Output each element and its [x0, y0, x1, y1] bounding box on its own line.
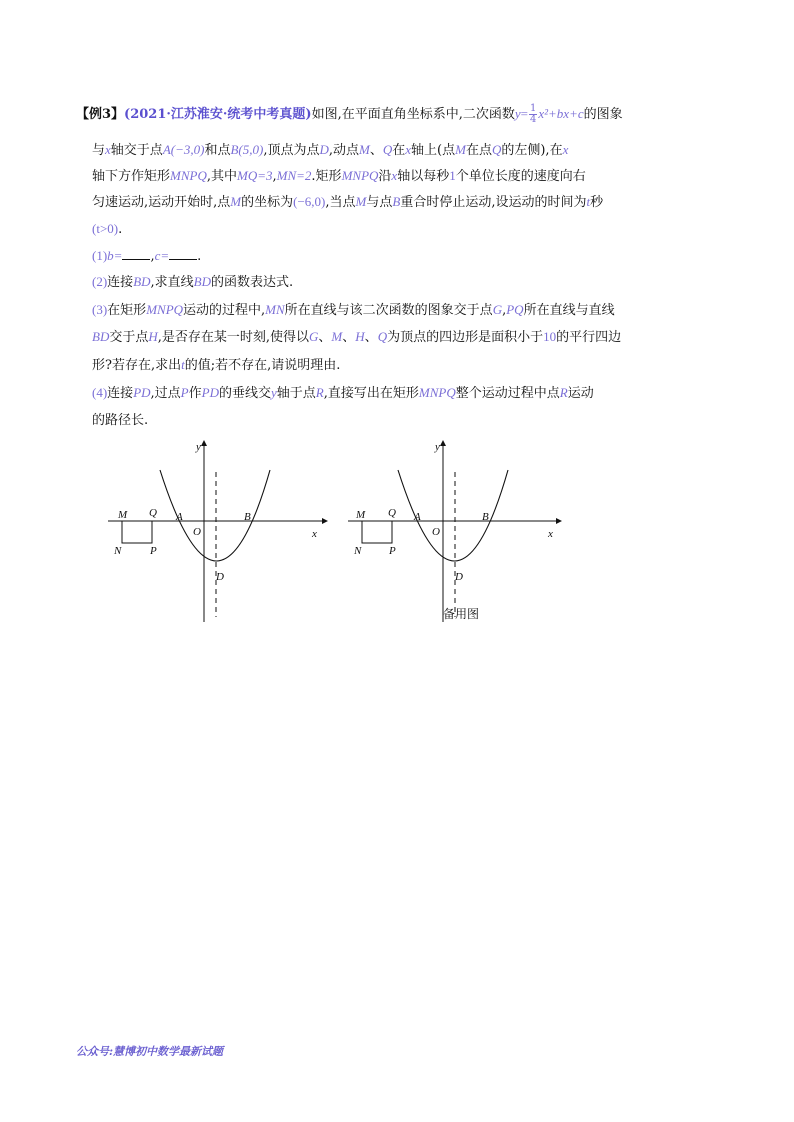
- label-P: P: [389, 545, 396, 557]
- math: PQ: [506, 302, 524, 317]
- text: 与: [92, 143, 106, 158]
- text: 的坐标为: [241, 195, 294, 210]
- text: 运动的过程中,: [183, 303, 266, 318]
- math: M: [331, 329, 343, 344]
- math: x²+bx+c: [538, 106, 584, 121]
- text: ,直接写出在矩形: [323, 386, 419, 401]
- math: 10: [543, 329, 557, 344]
- fraction: [529, 104, 537, 125]
- math: 1: [449, 168, 456, 183]
- math: Q: [491, 142, 502, 157]
- example-tag: 【例3】: [76, 107, 125, 122]
- math: R: [559, 385, 568, 400]
- math: MNPQ: [170, 168, 207, 183]
- x-axis-arrow: [322, 518, 328, 524]
- text: 的左侧),在: [501, 143, 563, 158]
- rectangle-mnpq: [362, 521, 392, 543]
- math: b=: [107, 248, 123, 263]
- math: M: [455, 142, 466, 157]
- y-axis-arrow: [201, 440, 207, 446]
- label-O: O: [432, 526, 440, 538]
- question-2: [92, 272, 293, 293]
- question-number: (3): [92, 302, 108, 317]
- question-3-line-3: [92, 355, 340, 376]
- text: 连接: [107, 275, 134, 290]
- text: 在: [392, 143, 406, 158]
- label-y: y: [435, 441, 440, 453]
- math: A(−3,0): [162, 142, 205, 157]
- label-N: N: [114, 545, 122, 557]
- math: t: [181, 357, 185, 372]
- label-D: D: [455, 571, 463, 583]
- text: 个单位长度的速度向右: [455, 169, 586, 184]
- problem-line-2: [92, 140, 568, 161]
- label-M: M: [118, 509, 128, 521]
- text: 在点: [465, 143, 492, 158]
- text: 轴于点: [276, 386, 316, 401]
- text: 重合时停止运动,设运动的时间为: [400, 195, 587, 210]
- math: BD: [92, 329, 110, 344]
- math: (−6,0): [293, 194, 326, 209]
- label-A: A: [414, 511, 421, 523]
- text: 和点: [204, 143, 231, 158]
- figure-backup: [340, 432, 580, 628]
- text: .: [197, 249, 202, 264]
- text: 轴交于点: [110, 143, 163, 158]
- text: 秒: [590, 195, 604, 210]
- text: 交于点: [109, 330, 149, 345]
- text: 轴上(点: [411, 143, 456, 158]
- text: 、: [369, 143, 383, 158]
- answer-blank-b[interactable]: [122, 247, 150, 260]
- label-x: x: [548, 528, 553, 540]
- math: M: [230, 194, 242, 209]
- answer-blank-c[interactable]: [169, 247, 197, 260]
- problem-line-4: [92, 192, 603, 213]
- math: x: [405, 142, 412, 157]
- math: BD: [133, 274, 151, 289]
- text: ,动点: [328, 143, 359, 158]
- text: 所在直线与该二次函数的图象交于点: [284, 303, 493, 318]
- backup-figure-caption: 备用图: [443, 607, 480, 621]
- problem-line-1: [76, 104, 623, 125]
- text: 轴下方作矩形: [92, 169, 171, 184]
- text: 匀速运动,运动开始时,点: [92, 195, 231, 210]
- text: 为顶点的四边形是面积小于: [387, 330, 544, 345]
- text: 与点: [366, 195, 393, 210]
- rectangle-mnpq: [122, 521, 152, 543]
- text: 沿: [378, 169, 392, 184]
- text: 的图象: [583, 107, 623, 122]
- math: H: [148, 329, 158, 344]
- question-4-line-1: [92, 383, 594, 404]
- text: ,: [272, 169, 277, 184]
- text: 所在直线与直线: [523, 303, 615, 318]
- label-y: y: [196, 441, 201, 453]
- y-axis-arrow: [440, 440, 446, 446]
- math: MNPQ: [146, 302, 184, 317]
- text: ,: [150, 249, 155, 264]
- text: 、: [342, 330, 356, 345]
- math: t: [586, 194, 591, 209]
- question-1: [92, 246, 201, 267]
- label-Q: Q: [388, 507, 396, 519]
- math: x: [105, 142, 111, 157]
- question-number: (1): [92, 248, 108, 263]
- text: ,求直线: [150, 275, 194, 290]
- math: M: [355, 194, 367, 209]
- math: =: [520, 106, 528, 121]
- question-number: (4): [92, 385, 108, 400]
- x-axis-arrow: [556, 518, 562, 524]
- math: PD: [133, 385, 151, 400]
- math: M: [358, 142, 370, 157]
- math: P: [180, 385, 189, 400]
- math: MQ=3: [237, 168, 273, 183]
- label-B: B: [244, 511, 251, 523]
- math: MNPQ: [418, 385, 456, 400]
- text: 作: [188, 386, 202, 401]
- text: ,: [502, 303, 507, 318]
- label-D: D: [216, 571, 224, 583]
- text: .: [118, 222, 123, 237]
- text: 的垂线交: [218, 386, 271, 401]
- text: 整个运动过程中点: [455, 386, 560, 401]
- math: H: [355, 329, 365, 344]
- question-4-line-2: [92, 411, 148, 431]
- math: y: [514, 106, 521, 121]
- math: MNPQ: [341, 168, 379, 183]
- text: 形?若存在,求出: [92, 358, 182, 373]
- text: 如图,在平面直角坐标系中,二次函数: [311, 107, 515, 122]
- label-B: B: [482, 511, 489, 523]
- label-x: x: [312, 528, 317, 540]
- math: PD: [201, 385, 219, 400]
- text: ,当点: [325, 195, 356, 210]
- text: 的值;若不存在,请说明理由.: [184, 358, 341, 373]
- label-A: A: [176, 511, 183, 523]
- text: .矩形: [311, 169, 342, 184]
- math: MN: [265, 302, 285, 317]
- math: R: [315, 385, 324, 400]
- math: x: [562, 142, 569, 157]
- label-P: P: [150, 545, 157, 557]
- text: 连接: [107, 386, 134, 401]
- question-3-line-2: [92, 327, 621, 348]
- fraction-numerator: 1: [529, 103, 537, 114]
- problem-line-3: [92, 166, 586, 187]
- label-M: M: [356, 509, 366, 521]
- math: G: [492, 302, 503, 317]
- label-Q: Q: [149, 507, 157, 519]
- fraction-denominator: 4: [529, 114, 537, 125]
- text: 的路径长.: [92, 413, 149, 428]
- math: B(5,0): [230, 142, 264, 157]
- math: G: [309, 329, 319, 344]
- math: D: [319, 142, 329, 157]
- source-label: (2021·江苏淮安·统考中考真题): [124, 107, 312, 122]
- problem-line-5: [92, 219, 122, 240]
- text: ,其中: [206, 169, 237, 184]
- math: B: [392, 194, 401, 209]
- text: ,过点: [150, 386, 181, 401]
- footer-wechat-label: 公众号:慧博初中数学最新试题: [76, 1045, 224, 1058]
- text: 运动: [567, 386, 594, 401]
- math: BD: [193, 274, 212, 289]
- label-N: N: [354, 545, 362, 557]
- question-3-line-1: [92, 300, 615, 321]
- label-O: O: [193, 526, 201, 538]
- text: 、: [318, 330, 332, 345]
- text: ,顶点为点: [263, 143, 320, 158]
- math: Q: [377, 329, 388, 344]
- math: MN=2: [276, 168, 312, 183]
- math: y: [271, 385, 277, 400]
- text: 在矩形: [107, 303, 147, 318]
- question-number: (2): [92, 274, 108, 289]
- text: 轴以每秒: [397, 169, 450, 184]
- math: (t>0): [92, 221, 119, 236]
- text: 的函数表达式.: [211, 275, 294, 290]
- math: Q: [382, 142, 393, 157]
- text: 的平行四边: [556, 330, 622, 345]
- math: c=: [154, 248, 170, 263]
- text: ,是否存在某一时刻,使得以: [157, 330, 310, 345]
- figure-main: [100, 432, 340, 628]
- text: 、: [364, 330, 378, 345]
- math: x: [391, 168, 398, 183]
